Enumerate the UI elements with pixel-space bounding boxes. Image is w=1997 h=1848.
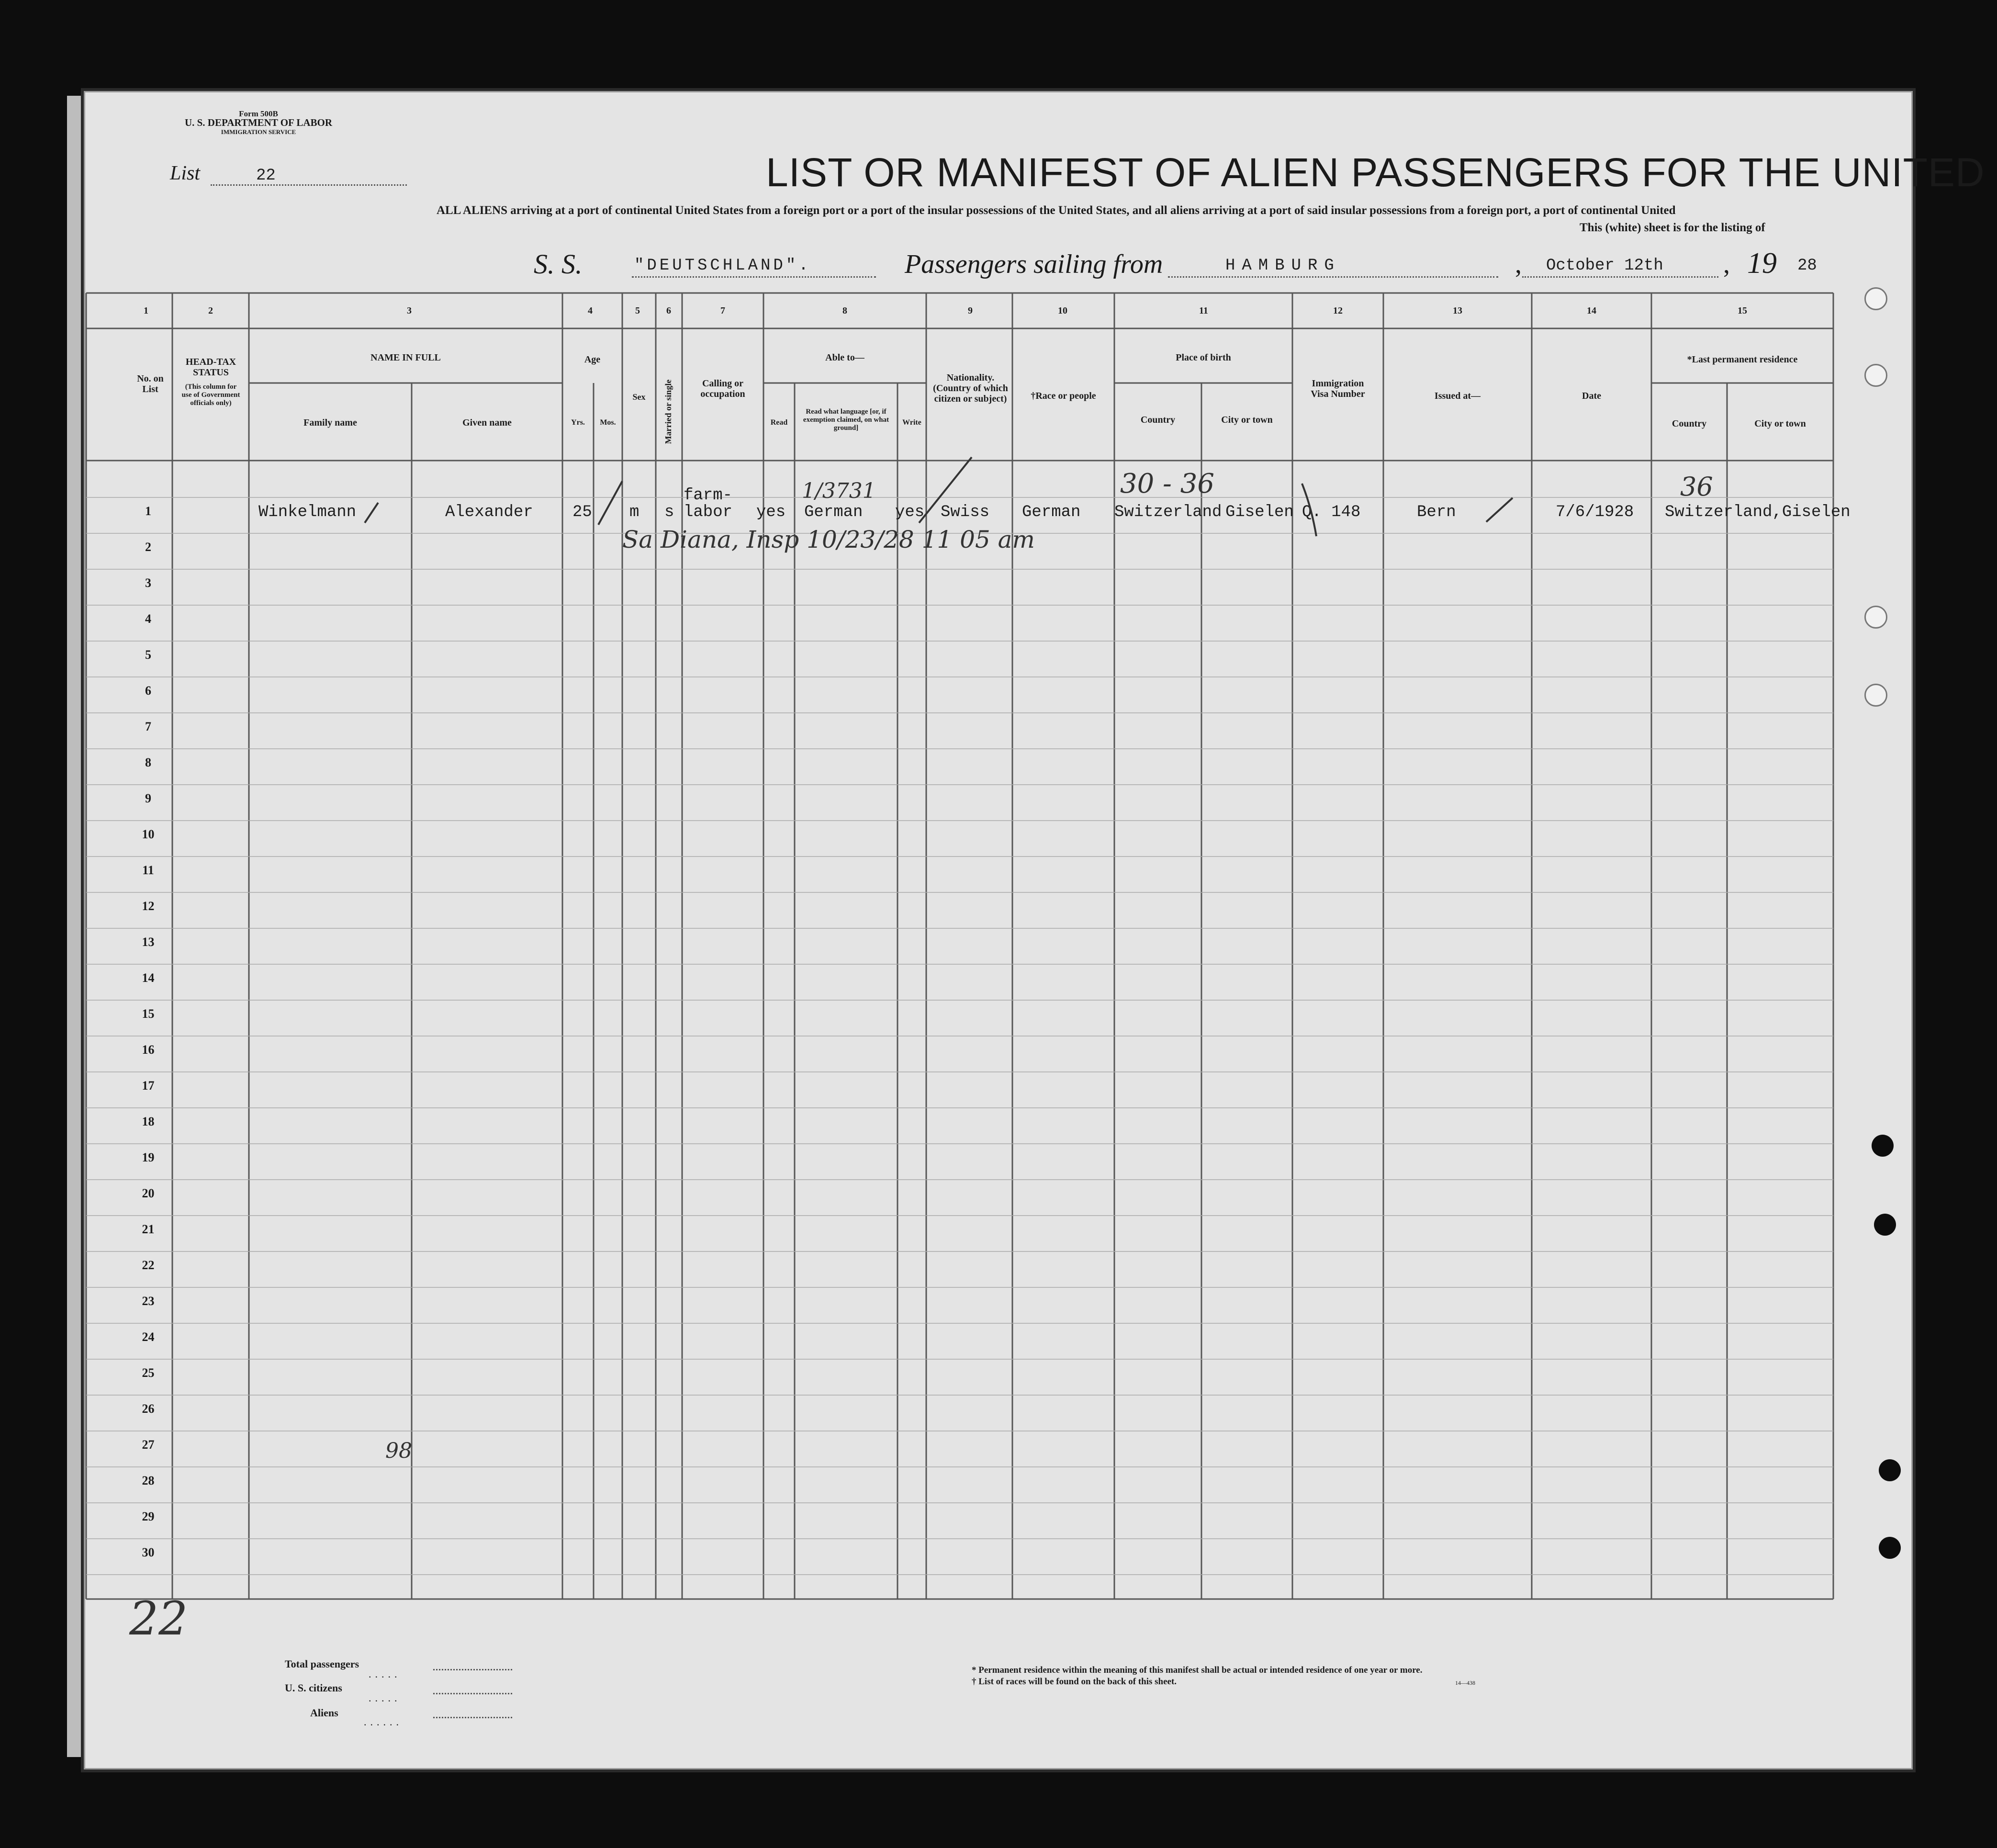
row-number: 28 xyxy=(142,1474,155,1487)
row-number: 2 xyxy=(145,540,151,554)
list-label: List xyxy=(170,162,201,184)
married-header: Married or single xyxy=(663,379,673,444)
residence-cell: Switzerland,Giselen xyxy=(1665,503,1851,521)
binder-ring-2 xyxy=(1864,364,1887,387)
ship-name: "DEUTSCHLAND". xyxy=(634,257,811,275)
col-num-6: 6 xyxy=(666,305,671,316)
row-number: 5 xyxy=(145,648,151,662)
row-number: 1 xyxy=(145,504,151,518)
occupation-line-1: farm- xyxy=(684,486,733,505)
us-citizens-dots: ..... xyxy=(369,1692,401,1704)
age-mos-header: Mos. xyxy=(600,418,616,427)
sex-cell: m xyxy=(629,503,639,521)
row-number: 25 xyxy=(142,1366,155,1380)
col-num-11: 11 xyxy=(1199,305,1208,316)
row-number: 12 xyxy=(142,899,155,913)
row-number: 22 xyxy=(142,1258,155,1272)
col-num-4: 4 xyxy=(588,305,593,316)
handwritten-number-language: 1/3731 xyxy=(802,479,876,503)
sex-header: Sex xyxy=(632,392,646,402)
binder-hole-2 xyxy=(1874,1214,1896,1236)
handwritten-number-residence: 36 xyxy=(1680,472,1713,502)
given-name-header: Given name xyxy=(462,417,512,428)
able-to-header: Able to— xyxy=(825,352,864,363)
page-subtitle-2: This (white) sheet is for the listing of xyxy=(1580,221,1765,234)
total-passengers-label: Total passengers xyxy=(285,1658,359,1670)
aliens-label: Aliens xyxy=(310,1707,338,1719)
col-num-2: 2 xyxy=(208,305,213,316)
binder-ring-4 xyxy=(1864,684,1887,707)
page-subtitle: ALL ALIENS arriving at a port of continental United States from a foreign port or a port of the insular possessions of the United States, and all aliens arriving at a port of said insular possessions from a foreign port, a port of continental United xyxy=(437,204,1676,217)
last-residence-header: *Last permanent residence xyxy=(1687,354,1798,365)
col-num-9: 9 xyxy=(968,305,973,316)
form-number: Form 500B xyxy=(239,109,278,118)
us-citizens-line xyxy=(433,1693,512,1694)
binder-hole-4 xyxy=(1879,1537,1901,1559)
row-number: 10 xyxy=(142,827,155,841)
row-number: 4 xyxy=(145,612,151,626)
form-code: 14—438 xyxy=(1455,1679,1475,1686)
col-num-12: 12 xyxy=(1333,305,1343,316)
row-number: 3 xyxy=(145,576,151,590)
row-number: 14 xyxy=(142,971,155,985)
birth-city-cell: Giselen xyxy=(1225,503,1294,521)
binder-ring-1 xyxy=(1864,287,1887,310)
occupation-line-2: labor xyxy=(684,503,733,521)
head-tax-header: HEAD-TAX STATUS xyxy=(185,357,236,378)
no-on-list-header: No. on List xyxy=(137,373,164,394)
row-number: 20 xyxy=(142,1186,155,1200)
nationality-cell: Swiss xyxy=(941,503,990,521)
row-number: 21 xyxy=(142,1222,155,1236)
head-tax-note: (This column for use of Government officials only) xyxy=(181,383,240,407)
row-number: 15 xyxy=(142,1007,155,1021)
row-number: 23 xyxy=(142,1294,155,1308)
row-number: 30 xyxy=(142,1545,155,1559)
aliens-dots: ...... xyxy=(364,1716,403,1728)
binder-hole-1 xyxy=(1872,1135,1894,1157)
col-num-5: 5 xyxy=(635,305,640,316)
birth-country-cell: Switzerland xyxy=(1114,503,1222,521)
residence-country-header: Country xyxy=(1672,418,1707,429)
handwritten-inspection-note: Sa Diana, Insp 10/23/28 11 05 am xyxy=(622,526,1035,553)
year-suffix: 28 xyxy=(1797,257,1817,275)
binder-ring-3 xyxy=(1864,606,1887,629)
age-header: Age xyxy=(584,354,601,365)
row-number: 9 xyxy=(145,791,151,805)
row-number: 27 xyxy=(142,1438,155,1452)
visa-number-header: Immigration Visa Number xyxy=(1311,378,1365,399)
col-num-14: 14 xyxy=(1587,305,1596,316)
age-yrs-cell: 25 xyxy=(572,503,592,521)
total-passengers-line xyxy=(433,1669,512,1670)
handwritten-mark: 98 xyxy=(385,1439,412,1463)
comma-2: , xyxy=(1723,249,1730,279)
total-passengers-dots: ..... xyxy=(369,1668,401,1680)
col-num-13: 13 xyxy=(1453,305,1462,316)
read-header: Read xyxy=(770,418,788,427)
row-number: 8 xyxy=(145,755,151,769)
race-cell: German xyxy=(1022,503,1081,521)
footnote-residence: * Permanent residence within the meaning of this manifest shall be actual or intended residence of one year or more. xyxy=(972,1665,1423,1675)
row-number: 26 xyxy=(142,1402,155,1416)
marital-cell: s xyxy=(664,503,674,521)
aliens-line xyxy=(433,1717,512,1718)
read-language-header: Read what language [or, if exemption claimed, on what ground] xyxy=(803,408,889,432)
row-number: 13 xyxy=(142,935,155,949)
row-number: 17 xyxy=(142,1079,155,1093)
year-prefix: 19 xyxy=(1747,247,1777,280)
read-cell: yes xyxy=(756,503,786,521)
handwritten-list-number: 22 xyxy=(129,1592,188,1645)
service-name: IMMIGRATION SERVICE xyxy=(221,128,296,135)
binder-hole-3 xyxy=(1879,1459,1901,1481)
residence-city-header: City or town xyxy=(1754,418,1806,429)
row-number: 6 xyxy=(145,684,151,698)
row-number: 16 xyxy=(142,1043,155,1057)
write-header: Write xyxy=(902,418,921,427)
port-name: HAMBURG xyxy=(1225,257,1341,275)
col-num-10: 10 xyxy=(1058,305,1067,316)
write-cell: yes xyxy=(895,503,925,521)
footnote-races: † List of races will be found on the back of this sheet. xyxy=(972,1677,1177,1687)
list-number: 22 xyxy=(256,167,276,185)
calling-header: Calling or occupation xyxy=(700,378,745,399)
issued-at-header: Issued at— xyxy=(1434,391,1481,401)
ss-label: S. S. xyxy=(534,248,583,280)
visa-number-cell: Q. 148 xyxy=(1302,503,1361,521)
col-num-1: 1 xyxy=(144,305,148,316)
col-num-3: 3 xyxy=(407,305,412,316)
date-header: Date xyxy=(1582,391,1601,401)
department-name: U. S. DEPARTMENT OF LABOR xyxy=(184,117,333,128)
row-number: 18 xyxy=(142,1115,155,1128)
row-number: 7 xyxy=(145,720,151,733)
us-citizens-label: U. S. citizens xyxy=(285,1682,342,1694)
issued-at-cell: Bern xyxy=(1417,503,1456,521)
row-number: 19 xyxy=(142,1150,155,1164)
col-num-7: 7 xyxy=(720,305,725,316)
comma-1: , xyxy=(1515,249,1522,279)
birth-city-header: City or town xyxy=(1221,415,1273,425)
sailing-label: Passengers sailing from xyxy=(905,249,1163,279)
page-title: LIST OR MANIFEST OF ALIEN PASSENGERS FOR THE UNITED xyxy=(766,150,1985,195)
sailing-date: October 12th xyxy=(1546,257,1663,275)
name-in-full-header: NAME IN FULL xyxy=(370,352,441,363)
language-cell: German xyxy=(804,503,863,521)
col-num-15: 15 xyxy=(1738,305,1747,316)
visa-date-cell: 7/6/1928 xyxy=(1556,503,1634,521)
place-of-birth-header: Place of birth xyxy=(1176,352,1231,363)
nationality-header: Nationality. (Country of which citizen or subject) xyxy=(933,372,1008,404)
family-name-cell: Winkelmann xyxy=(258,503,357,521)
row-number: 11 xyxy=(142,863,154,877)
family-name-header: Family name xyxy=(303,417,357,428)
given-name-cell: Alexander xyxy=(445,503,533,521)
handwritten-number-birth: 30 - 36 xyxy=(1120,468,1215,499)
age-yrs-header: Yrs. xyxy=(571,418,585,427)
row-number: 24 xyxy=(142,1330,155,1344)
birth-country-header: Country xyxy=(1140,415,1176,425)
race-header: †Race or people xyxy=(1031,391,1096,401)
row-number: 29 xyxy=(142,1510,155,1523)
col-num-8: 8 xyxy=(842,305,847,316)
